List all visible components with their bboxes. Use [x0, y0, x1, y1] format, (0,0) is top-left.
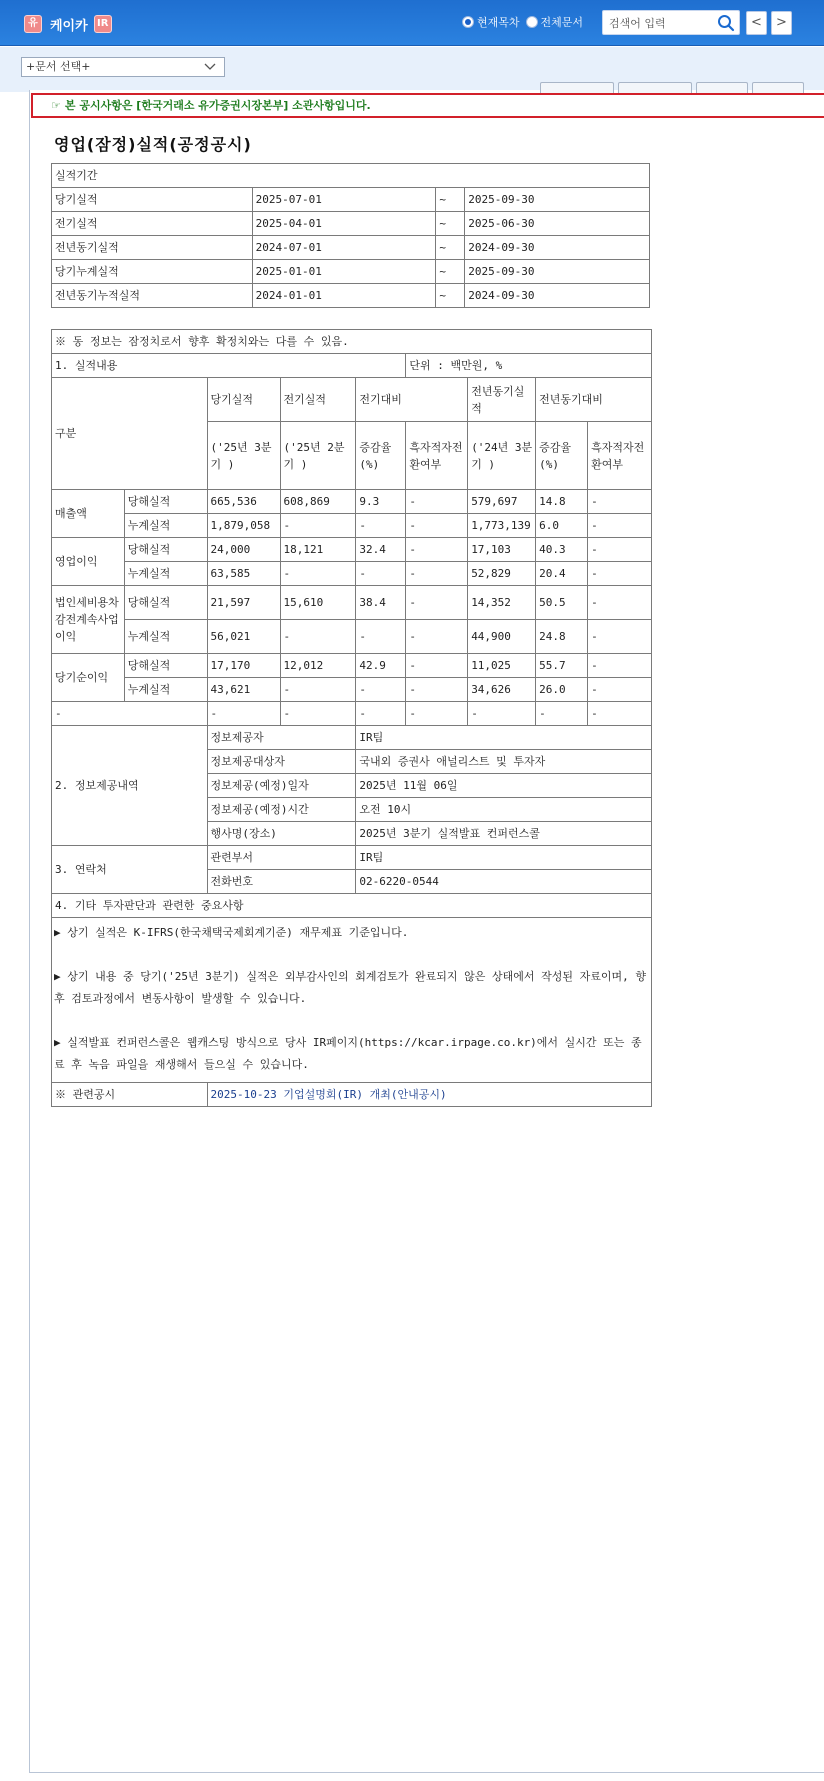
cell-yoy: 11,025	[468, 654, 536, 678]
header-rate: 증감율(%)	[356, 422, 406, 490]
note-paragraph: ▶ 실적발표 컨퍼런스콜은 웹캐스팅 방식으로 당사 IR페이지(https://kcar.irpage.co.kr)에서 실시간 또는 종료 후 녹음 파일을 재생해서 들으실 수 있습니다.	[54, 1036, 642, 1071]
cell-rate-2: 20.4	[536, 562, 588, 586]
cell-rate: 32.4	[356, 538, 406, 562]
cell-previous: -	[280, 678, 356, 702]
period-header: 실적기간	[52, 164, 650, 188]
table-row	[52, 284, 650, 308]
cell-turnaround-2: -	[588, 654, 652, 678]
cell-dash: -	[280, 702, 356, 726]
section-4-title: 4. 기타 투자판단과 관련한 중요사항	[52, 894, 652, 918]
cell-turnaround-2: -	[588, 620, 652, 654]
cell-rate: -	[356, 678, 406, 702]
chevron-down-icon	[204, 62, 216, 72]
table-row	[52, 562, 652, 586]
contact-label: 전화번호	[207, 870, 356, 894]
cell-rate: -	[356, 562, 406, 586]
period-from: 2024-01-01	[252, 284, 436, 308]
cell-previous: 608,869	[280, 490, 356, 514]
table-row	[52, 538, 652, 562]
cell-turnaround: -	[406, 654, 468, 678]
cell-turnaround-2: -	[588, 490, 652, 514]
section-3-title: 3. 연락처	[52, 846, 208, 894]
related-disclosure-link[interactable]: 2025-10-23 기업설명회(IR) 개최(안내공시)	[207, 1083, 651, 1107]
period-label: 전기실적	[52, 212, 253, 236]
cell-dash: -	[468, 702, 536, 726]
cell-turnaround: -	[406, 620, 468, 654]
period-sep: ~	[436, 284, 465, 308]
contact-label: 관련부서	[207, 846, 356, 870]
cell-turnaround-2: -	[588, 678, 652, 702]
document-select[interactable]	[21, 57, 225, 77]
period-from: 2025-04-01	[252, 212, 436, 236]
table-row	[52, 846, 652, 870]
cell-rate-2: 14.8	[536, 490, 588, 514]
info-label: 정보제공(예정)일자	[207, 774, 356, 798]
period-to: 2025-09-30	[465, 188, 650, 212]
cell-current: 21,597	[207, 586, 280, 620]
header-yoy-sub: ('24년 3분기 )	[468, 422, 536, 490]
row-type: 당해실적	[124, 538, 207, 562]
item-name: 영업이익	[52, 538, 125, 586]
header-vs-yoy: 전년동기대비	[536, 378, 652, 422]
section-1-title: 1. 실적내용	[52, 354, 406, 378]
cell-previous: -	[280, 514, 356, 538]
period-sep: ~	[436, 236, 465, 260]
row-type: 당해실적	[124, 490, 207, 514]
cell-current: 43,621	[207, 678, 280, 702]
cell-rate: -	[356, 620, 406, 654]
header-turnaround-2: 흑자적자전환여부	[588, 422, 652, 490]
table-row	[52, 354, 652, 378]
table-row	[52, 726, 652, 750]
cell-rate: 42.9	[356, 654, 406, 678]
cell-rate-2: 40.3	[536, 538, 588, 562]
cell-dash: -	[207, 702, 280, 726]
cell-turnaround: -	[406, 538, 468, 562]
market-tag: 유	[24, 15, 42, 33]
note-spacer	[54, 944, 649, 966]
period-sep: ~	[436, 260, 465, 284]
info-value: 2025년 11월 06일	[356, 774, 652, 798]
table-row	[52, 236, 650, 260]
cell-rate-2: 24.8	[536, 620, 588, 654]
period-from: 2024-07-01	[252, 236, 436, 260]
info-label: 행사명(장소)	[207, 822, 356, 846]
row-type: 누계실적	[124, 678, 207, 702]
period-to: 2024-09-30	[465, 236, 650, 260]
period-from: 2025-07-01	[252, 188, 436, 212]
performance-table	[51, 329, 652, 1107]
period-label: 당기누계실적	[52, 260, 253, 284]
period-label: 전년동기누적실적	[52, 284, 253, 308]
period-table	[51, 163, 650, 308]
info-value: 2025년 3분기 실적발표 컨퍼런스콜	[356, 822, 652, 846]
info-label: 정보제공대상자	[207, 750, 356, 774]
table-row	[52, 260, 650, 284]
document-select-value: +문서 선택+	[26, 60, 91, 73]
period-sep: ~	[436, 212, 465, 236]
cell-turnaround: -	[406, 514, 468, 538]
pointing-hand-icon: ☞	[51, 99, 61, 112]
table-row	[52, 586, 652, 620]
cell-previous: -	[280, 620, 356, 654]
table-row	[52, 678, 652, 702]
table-row	[52, 702, 652, 726]
cell-rate: 9.3	[356, 490, 406, 514]
header-category: 구분	[52, 378, 208, 490]
search-scope	[462, 14, 589, 30]
cell-rate-2: 26.0	[536, 678, 588, 702]
jurisdiction-notice	[31, 93, 824, 118]
unit-label: 단위 : 백만원, %	[406, 354, 652, 378]
ir-tag[interactable]: IR	[94, 15, 112, 33]
related-label: ※ 관련공시	[52, 1083, 208, 1107]
period-from: 2025-01-01	[252, 260, 436, 284]
info-value: 오전 10시	[356, 798, 652, 822]
cell-turnaround: -	[406, 678, 468, 702]
table-row	[52, 490, 652, 514]
header-current-sub: ('25년 3분기 )	[207, 422, 280, 490]
cell-previous: 12,012	[280, 654, 356, 678]
search-box	[602, 10, 740, 35]
cell-dash: -	[536, 702, 588, 726]
info-label: 정보제공(예정)시간	[207, 798, 356, 822]
table-row	[52, 330, 652, 354]
cell-dash: -	[52, 702, 208, 726]
item-name: 당기순이익	[52, 654, 125, 702]
cell-current: 17,170	[207, 654, 280, 678]
cell-previous: 15,610	[280, 586, 356, 620]
item-name: 법인세비용차감전계속사업이익	[52, 586, 125, 654]
table-row	[52, 894, 652, 918]
table-row	[52, 212, 650, 236]
cell-rate-2: 55.7	[536, 654, 588, 678]
period-to: 2024-09-30	[465, 284, 650, 308]
info-value: 국내외 증권사 애널리스트 및 투자자	[356, 750, 652, 774]
notice-text: 본 공시사항은 [한국거래소 유가증권시장본부] 소관사항입니다.	[64, 99, 371, 112]
cell-turnaround-2: -	[588, 562, 652, 586]
cell-dash: -	[588, 702, 652, 726]
row-type: 누계실적	[124, 514, 207, 538]
top-header	[0, 0, 824, 46]
cell-current: 56,021	[207, 620, 280, 654]
cell-turnaround: -	[406, 562, 468, 586]
header-rate-2: 증감율(%)	[536, 422, 588, 490]
row-type: 누계실적	[124, 562, 207, 586]
table-row	[52, 1083, 652, 1107]
search-icon[interactable]	[717, 14, 735, 32]
cell-yoy: 34,626	[468, 678, 536, 702]
company-brand	[24, 14, 112, 34]
table-row	[52, 620, 652, 654]
cell-previous: 18,121	[280, 538, 356, 562]
table-row	[52, 164, 650, 188]
cell-current: 24,000	[207, 538, 280, 562]
cell-turnaround-2: -	[588, 514, 652, 538]
radio-all-documents[interactable]	[526, 16, 538, 28]
cell-yoy: 17,103	[468, 538, 536, 562]
header-previous: 전기실적	[280, 378, 356, 422]
section-2-title: 2. 정보제공내역	[52, 726, 208, 846]
info-label: 정보제공자	[207, 726, 356, 750]
cell-dash: -	[406, 702, 468, 726]
table-row	[52, 918, 652, 1083]
period-label: 전년동기실적	[52, 236, 253, 260]
period-to: 2025-09-30	[465, 260, 650, 284]
note-paragraph: ▶ 상기 내용 중 당기('25년 3분기) 실적은 외부감사인의 회계검토가 완료되지 않은 상태에서 작성된 자료이며, 향후 검토과정에서 변동사항이 발생할 수 있습니다.	[54, 970, 646, 1005]
contact-value: 02-6220-0544	[356, 870, 652, 894]
other-notes	[52, 918, 652, 1083]
header-current: 당기실적	[207, 378, 280, 422]
cell-turnaround-2: -	[588, 586, 652, 620]
cell-yoy: 1,773,139	[468, 514, 536, 538]
cell-yoy: 52,829	[468, 562, 536, 586]
cell-dash: -	[356, 702, 406, 726]
period-label: 당기실적	[52, 188, 253, 212]
row-type: 당해실적	[124, 586, 207, 620]
cell-turnaround: -	[406, 586, 468, 620]
company-name[interactable]: 케이카	[50, 18, 88, 34]
row-type: 누계실적	[124, 620, 207, 654]
period-sep: ~	[436, 188, 465, 212]
cell-current: 1,879,058	[207, 514, 280, 538]
cell-current: 665,536	[207, 490, 280, 514]
radio-current-section[interactable]	[462, 16, 474, 28]
table-row	[52, 188, 650, 212]
cell-rate: 38.4	[356, 586, 406, 620]
info-value: IR팀	[356, 726, 652, 750]
item-name: 매출액	[52, 490, 125, 538]
cell-yoy: 14,352	[468, 586, 536, 620]
cell-previous: -	[280, 562, 356, 586]
note-paragraph: ▶ 상기 실적은 K-IFRS(한국채택국제회계기준) 재무제표 기준입니다.	[54, 926, 409, 939]
header-turnaround: 흑자적자전환여부	[406, 422, 468, 490]
note-spacer	[54, 1010, 649, 1032]
header-yoy: 전년동기실적	[468, 378, 536, 422]
cell-turnaround: -	[406, 490, 468, 514]
search-input[interactable]	[609, 14, 709, 32]
page-title: 영업(잠정)실적(공정공시)	[54, 135, 252, 154]
provisional-note: ※ 동 정보는 잠정치로서 향후 확정치와는 다를 수 있음.	[52, 330, 652, 354]
cell-rate-2: 50.5	[536, 586, 588, 620]
radio-current-label: 현재목차	[477, 16, 520, 29]
cell-rate: -	[356, 514, 406, 538]
table-row	[52, 654, 652, 678]
table-row	[52, 378, 652, 422]
cell-yoy: 44,900	[468, 620, 536, 654]
cell-yoy: 579,697	[468, 490, 536, 514]
cell-rate-2: 6.0	[536, 514, 588, 538]
header-previous-sub: ('25년 2분기 )	[280, 422, 356, 490]
contact-value: IR팀	[356, 846, 652, 870]
prev-button[interactable]: <	[746, 11, 767, 35]
cell-turnaround-2: -	[588, 538, 652, 562]
radio-all-label: 전체문서	[540, 16, 584, 29]
table-row	[52, 514, 652, 538]
cell-current: 63,585	[207, 562, 280, 586]
next-button[interactable]: >	[771, 11, 792, 35]
row-type: 당해실적	[124, 654, 207, 678]
period-to: 2025-06-30	[465, 212, 650, 236]
header-vs-previous: 전기대비	[356, 378, 468, 422]
